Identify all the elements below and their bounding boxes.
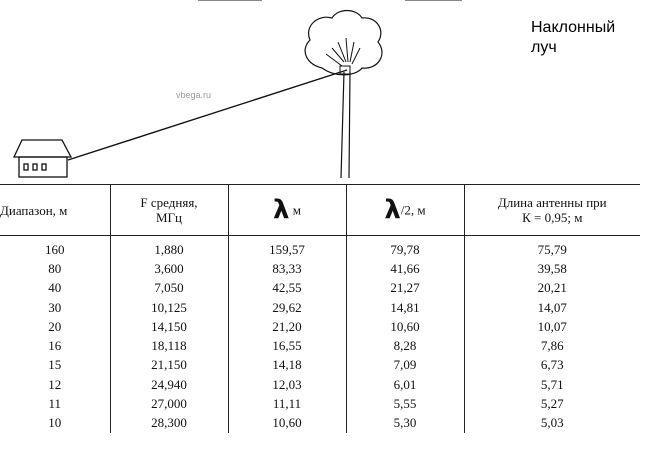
house-icon [14,140,71,177]
cell-half-wavelength: 10,60 [346,317,464,336]
cell-wavelength: 29,62 [228,298,346,317]
cell-range: 80 [48,260,62,276]
cell-frequency: 1,880 [110,236,228,260]
cell-range: 12 [48,376,62,392]
header-range [0,185,110,236]
cell-antenna-length: 14,07 [464,298,640,317]
cell-range: 20 [48,318,62,334]
table-row [0,414,640,433]
caption-line: луч [531,39,557,56]
cell-wavelength: 12,03 [228,375,346,394]
header-antenna-length-line1: Длина антенны при [497,195,607,210]
cell-range: 11 [48,396,62,412]
cell-frequency: 18,118 [110,336,228,355]
table-body [0,236,640,433]
cell-antenna-length: 5,03 [464,414,640,433]
cell-wavelength: 21,20 [228,317,346,336]
cell-wavelength: 10,60 [228,414,346,433]
cell-antenna-length: 6,73 [464,356,640,375]
cell-frequency: 10,125 [110,298,228,317]
cell-wavelength: 11,11 [228,394,346,413]
cell-antenna-length: 10,07 [464,317,640,336]
caption-line: Наклонный [531,19,616,36]
lambda-symbol: λ [384,195,401,225]
watermark-text: vbega.ru [176,90,212,100]
cell-antenna-length: 20,21 [464,279,640,298]
header-half-wavelength [346,185,464,236]
cell-wavelength: 42,55 [228,279,346,298]
cell-range: 10 [48,415,62,431]
cell-half-wavelength: 14,81 [346,298,464,317]
cell-frequency: 7,050 [110,279,228,298]
cell-wavelength: 159,57 [228,236,346,260]
header-half-wavelength-unit: /2, м [400,202,426,218]
cell-frequency: 14,150 [110,317,228,336]
cell-antenna-length: 39,58 [464,259,640,278]
cell-range: 16 [48,338,62,354]
cell-range: 40 [48,280,62,296]
cell-frequency: 24,940 [110,375,228,394]
cell-half-wavelength: 79,78 [346,236,464,260]
cell-antenna-length: 5,71 [464,375,640,394]
table-row [0,259,640,278]
cell-range: 160 [45,241,65,257]
header-antenna-length-line2: К = 0,95; м [522,210,583,225]
cell-antenna-length: 75,79 [464,236,640,260]
cell-half-wavelength: 5,55 [346,394,464,413]
header-wavelength-unit: м [292,202,301,218]
cell-half-wavelength: 6,01 [346,375,464,394]
caption-inclined-beam [531,18,615,58]
table-row [0,375,640,394]
header-range-label: Диапазон, м [0,202,68,218]
table-row [0,236,640,260]
antenna-wire [68,70,347,160]
cell-frequency: 3,600 [110,259,228,278]
cell-half-wavelength: 21,27 [346,279,464,298]
cell-range: 30 [48,299,62,315]
cell-half-wavelength: 8,28 [346,336,464,355]
mast [341,72,350,178]
table-row [0,394,640,413]
cell-antenna-length: 5,27 [464,394,640,413]
cell-wavelength: 83,33 [228,259,346,278]
table-row [0,317,640,336]
table-row [0,336,640,355]
header-antenna-length [464,185,640,236]
antenna-dimensions-table [0,184,640,433]
cell-wavelength: 14,18 [228,356,346,375]
header-frequency-line2: МГц [155,210,183,225]
header-frequency [110,185,228,236]
cell-wavelength: 16,55 [228,336,346,355]
table-row [0,279,640,298]
cell-frequency: 27,000 [110,394,228,413]
header-wavelength [228,185,346,236]
table-row [0,298,640,317]
cell-antenna-length: 7,86 [464,336,640,355]
cell-half-wavelength: 5,30 [346,414,464,433]
cell-frequency: 21,150 [110,356,228,375]
cell-half-wavelength: 41,66 [346,259,464,278]
lambda-symbol: λ [273,195,290,225]
table-header-row [0,185,640,236]
tree-icon [305,11,382,75]
header-frequency-line1: F средняя, [140,195,198,210]
cell-frequency: 28,300 [110,414,228,433]
cell-range: 15 [48,357,62,373]
cell-half-wavelength: 7,09 [346,356,464,375]
table-row [0,356,640,375]
